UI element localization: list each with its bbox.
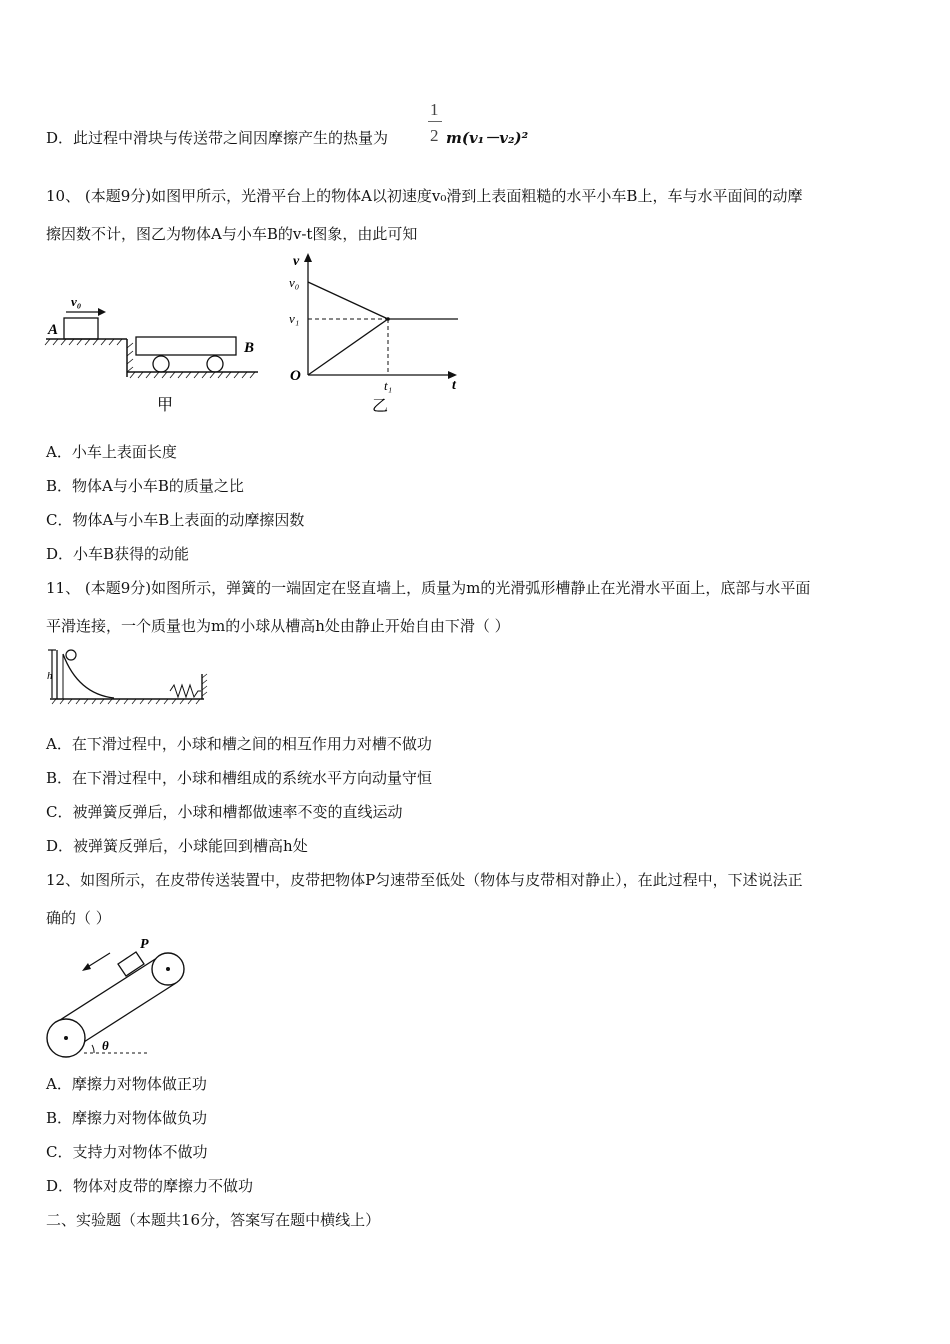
cart-b: [136, 337, 236, 355]
q10-stem-line1: 10、 (本题9分)如图甲所示，光滑平台上的物体A以初速度v₀滑到上表面粗糙的水平小车B上，车与水平面间的动摩: [46, 187, 803, 205]
platform-hatch: [45, 339, 133, 372]
label-a: A: [48, 322, 59, 338]
q11-figure-slope-spring: [44, 644, 214, 708]
q12-figure-conveyor: [40, 934, 200, 1062]
section-heading: 二、实验题（本题共16分，答案写在题中横线上）: [46, 1211, 381, 1229]
wall-hatch: [202, 674, 207, 696]
label-theta: θ: [102, 1038, 109, 1053]
caption-yi: 乙: [372, 398, 389, 415]
label-h: h: [47, 670, 53, 682]
direction-arrow-line: [86, 953, 110, 968]
arrow-head: [98, 308, 106, 316]
q12-stem-line2: 确的（ ）: [46, 909, 111, 927]
q9-option-d: [46, 128, 388, 148]
direction-arrow-head: [82, 963, 91, 971]
q10-option-c: C．物体A与小车B上表面的动摩擦因数: [46, 511, 305, 529]
fraction-bar: [428, 121, 442, 122]
pulley-lower-axle: [64, 1036, 68, 1040]
q12-option-b: B．摩擦力对物体做负功: [46, 1109, 208, 1127]
q10-option-a: A．小车上表面长度: [46, 443, 177, 461]
ball: [66, 650, 76, 660]
q11-option-b: B．在下滑过程中，小球和槽组成的系统水平方向动量守恒: [46, 769, 433, 787]
q12-option-c: C．支持力对物体不做功: [46, 1143, 208, 1161]
q11-option-a: A．在下滑过程中，小球和槽之间的相互作用力对槽不做功: [46, 735, 432, 753]
q10-figure-cart: [40, 248, 270, 418]
pulley-upper-axle: [166, 967, 170, 971]
q9-formula: m(v₁－v₂)²: [446, 129, 529, 147]
q10-option-b: B．物体A与小车B的质量之比: [46, 477, 244, 495]
q9-option-d-text: D．此过程中滑块与传送带之间因摩擦产生的热量为: [46, 129, 389, 147]
label-t1: t₁: [384, 378, 393, 393]
belt-bottom: [73, 983, 176, 1049]
intersection-point: [386, 317, 390, 321]
fraction-denominator: 2: [430, 126, 439, 145]
belt-top: [60, 956, 160, 1020]
q11-option-d: D．被弹簧反弹后，小球能回到槽高h处: [46, 837, 308, 855]
label-b: B: [244, 340, 255, 356]
block-a: [64, 318, 98, 339]
spring: [170, 685, 201, 697]
q12-stem-line1: 12、如图所示，在皮带传送装置中，皮带把物体P匀速带至低处（物体与皮带相对静止），在此过程中，下述说法正: [46, 871, 803, 889]
label-origin: O: [290, 368, 301, 384]
trough-curve: [63, 654, 114, 698]
q11-option-c: C．被弹簧反弹后，小球和槽都做速率不变的直线运动: [46, 803, 403, 821]
q10-figure-vt-graph: [282, 250, 472, 420]
label-v1-axis: v₁: [289, 311, 300, 326]
label-v0-axis: v₀: [289, 275, 300, 290]
v-axis-arrow: [304, 253, 312, 262]
q10-option-d: D．小车B获得的动能: [46, 545, 190, 563]
label-v0: v₀: [71, 294, 82, 309]
object-p: [118, 952, 144, 976]
q11-stem-line2: 平滑连接，一个质量也为m的小球从槽高h处由静止开始自由下滑（ ）: [46, 617, 510, 635]
fraction-numerator: 1: [430, 100, 439, 119]
q10-stem-line2: 擦因数不计，图乙为物体A与小车B的v-t图象，由此可知: [46, 225, 418, 243]
angle-arc: [92, 1045, 94, 1053]
label-t: t: [452, 378, 456, 393]
q12-option-d: D．物体对皮带的摩擦力不做功: [46, 1177, 254, 1195]
cart-wheel-left: [153, 356, 169, 372]
q12-option-a: A．摩擦力对物体做正功: [46, 1075, 207, 1093]
q11-stem-line1: 11、 (本题9分)如图所示，弹簧的一端固定在竖直墙上，质量为m的光滑弧形槽静止在光滑水平面上，底部与水平面: [46, 579, 811, 597]
caption-jia: 甲: [157, 397, 174, 414]
line-b-accel: [308, 319, 388, 375]
line-a-decel: [308, 282, 388, 319]
ground-hatch: [130, 372, 255, 378]
label-p: P: [140, 937, 149, 952]
label-v: v: [293, 254, 300, 269]
cart-wheel-right: [207, 356, 223, 372]
